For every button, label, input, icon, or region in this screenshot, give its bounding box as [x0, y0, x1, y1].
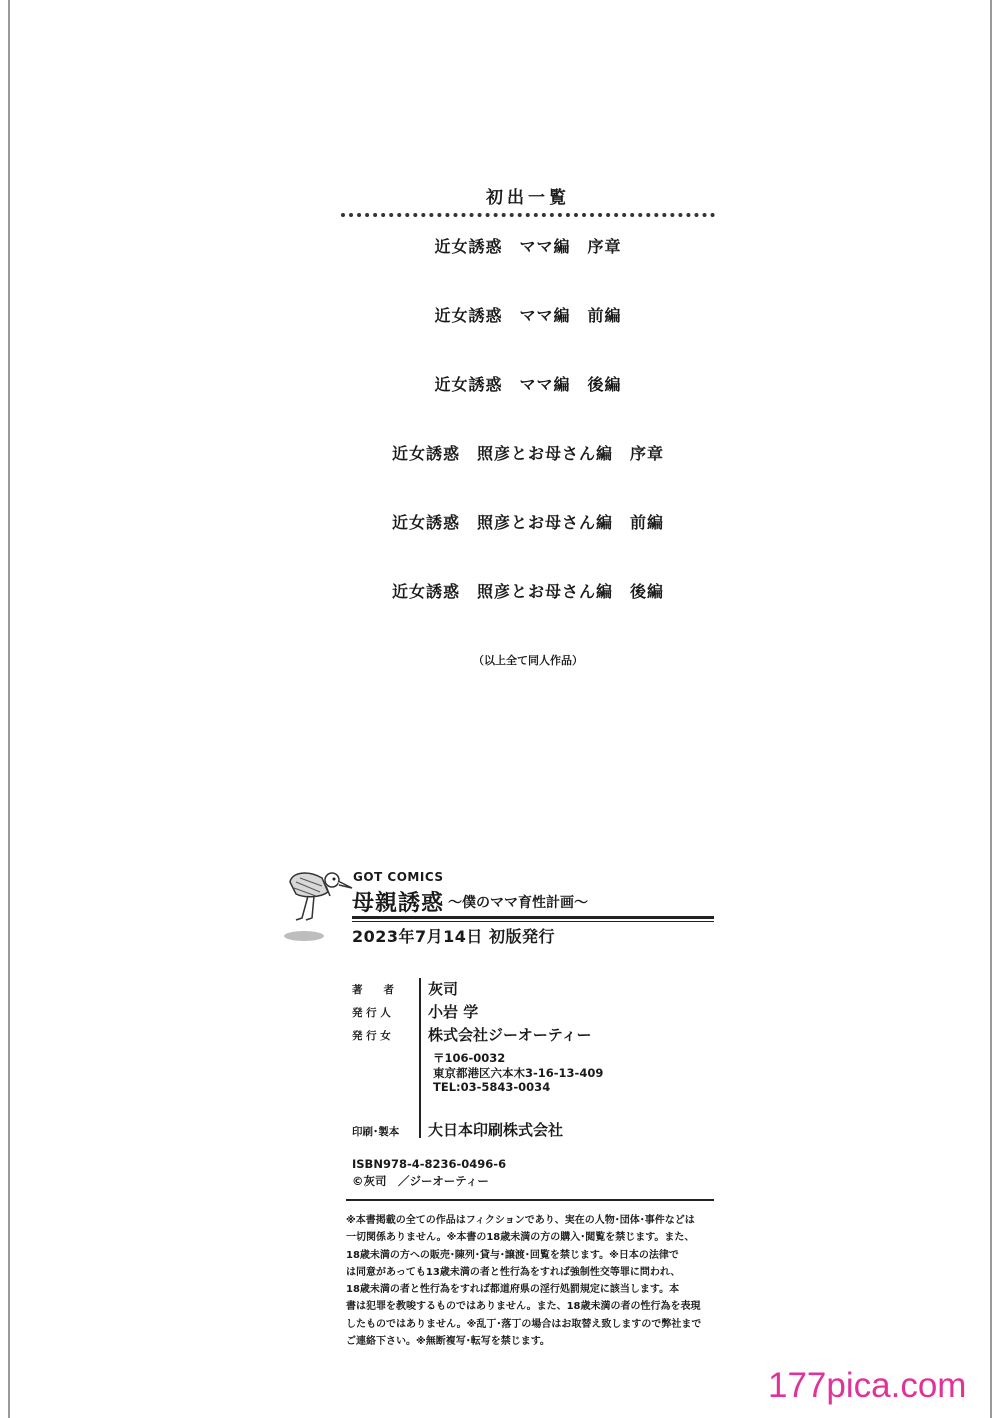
first-publication-item: 近女誘惑 照彦とお母さん編 序章: [391, 444, 664, 463]
first-publication-item: 近女誘惑 ママ編 序章: [434, 237, 622, 256]
author-value: 灰司: [428, 980, 459, 998]
author-label: 著 者: [352, 984, 394, 996]
address: 東京都港区六本木3-16-13-409: [433, 1066, 604, 1080]
doujin-note: （以上全て同人作品）: [473, 654, 583, 667]
page-edge-left: [8, 0, 10, 1418]
legal-line: 18歳未満の方への販売･陳列･貸与･譲渡･回覧を禁じます。※日本の法律で: [346, 1249, 679, 1261]
copyright: ©灰司 ／ジーオーティー: [352, 1174, 489, 1188]
legal-notice: [346, 1212, 721, 1350]
page-edge-right: [990, 0, 992, 1418]
legal-line: したものではありません。※乱丁･落丁の場合はお取替え致しますので弊社まで: [346, 1318, 702, 1330]
book-title: 母親誘惑: [352, 891, 445, 916]
legal-line: 18歳未満の者と性行為をすれば都道府県の淫行処罰規定に該当します。本: [346, 1284, 680, 1296]
title-rule: [352, 916, 714, 919]
publisher-bird-logo: [282, 862, 354, 942]
legal-line: 書は犯罪を教唆するものではありません。また、18歳未満の者の性行為を表現: [346, 1301, 701, 1313]
printer-label: 印刷･製本: [352, 1126, 400, 1138]
colophon-vertical-rule: [419, 978, 421, 1138]
legal-line: は同意があっても13歳未満の者と性行為をすれば強制性交等罪に問われ、: [346, 1266, 681, 1278]
first-publication-heading: 初出一覧: [486, 188, 570, 208]
legal-line: 一切関係ありません。※本書の18歳未満の方の購入･閲覧を禁じます。また、: [346, 1232, 695, 1244]
watermark: 177pica.com: [768, 1366, 967, 1405]
first-publication-item: 近女誘惑 ママ編 後編: [434, 375, 622, 394]
postal-code: 〒106-0032: [433, 1051, 506, 1065]
publisher-value: 株式会社ジーオーティー: [428, 1026, 592, 1044]
isbn: ISBN978-4-8236-0496-6: [352, 1157, 507, 1171]
first-publication-item: 近女誘惑 照彦とお母さん編 後編: [391, 582, 664, 601]
printer-value: 大日本印刷株式会社: [428, 1121, 564, 1139]
telephone: TEL:03-5843-0034: [433, 1080, 551, 1094]
book-subtitle: ～僕のママ育性計画～: [448, 895, 588, 911]
first-publication-item: 近女誘惑 照彦とお母さん編 前編: [391, 513, 664, 532]
publisher-label: 発 行 女: [352, 1030, 391, 1042]
publish-date: 2023年7月14日 初版発行: [352, 927, 556, 946]
legal-line: ※本書掲載の全ての作品はフィクションであり、実在の人物･団体･事件などは: [346, 1215, 695, 1226]
series-name: GOT COMICS: [353, 870, 444, 884]
dotted-divider: [341, 213, 715, 217]
issuer-value: 小岩 学: [428, 1003, 479, 1021]
issuer-label: 発 行 人: [352, 1007, 391, 1019]
legal-line: ご連絡下さい。※無断複写･転写を禁じます。: [346, 1336, 550, 1348]
legal-rule: [346, 1199, 714, 1201]
first-publication-item: 近女誘惑 ママ編 前編: [434, 306, 622, 325]
title-rule-thin: [352, 921, 714, 922]
